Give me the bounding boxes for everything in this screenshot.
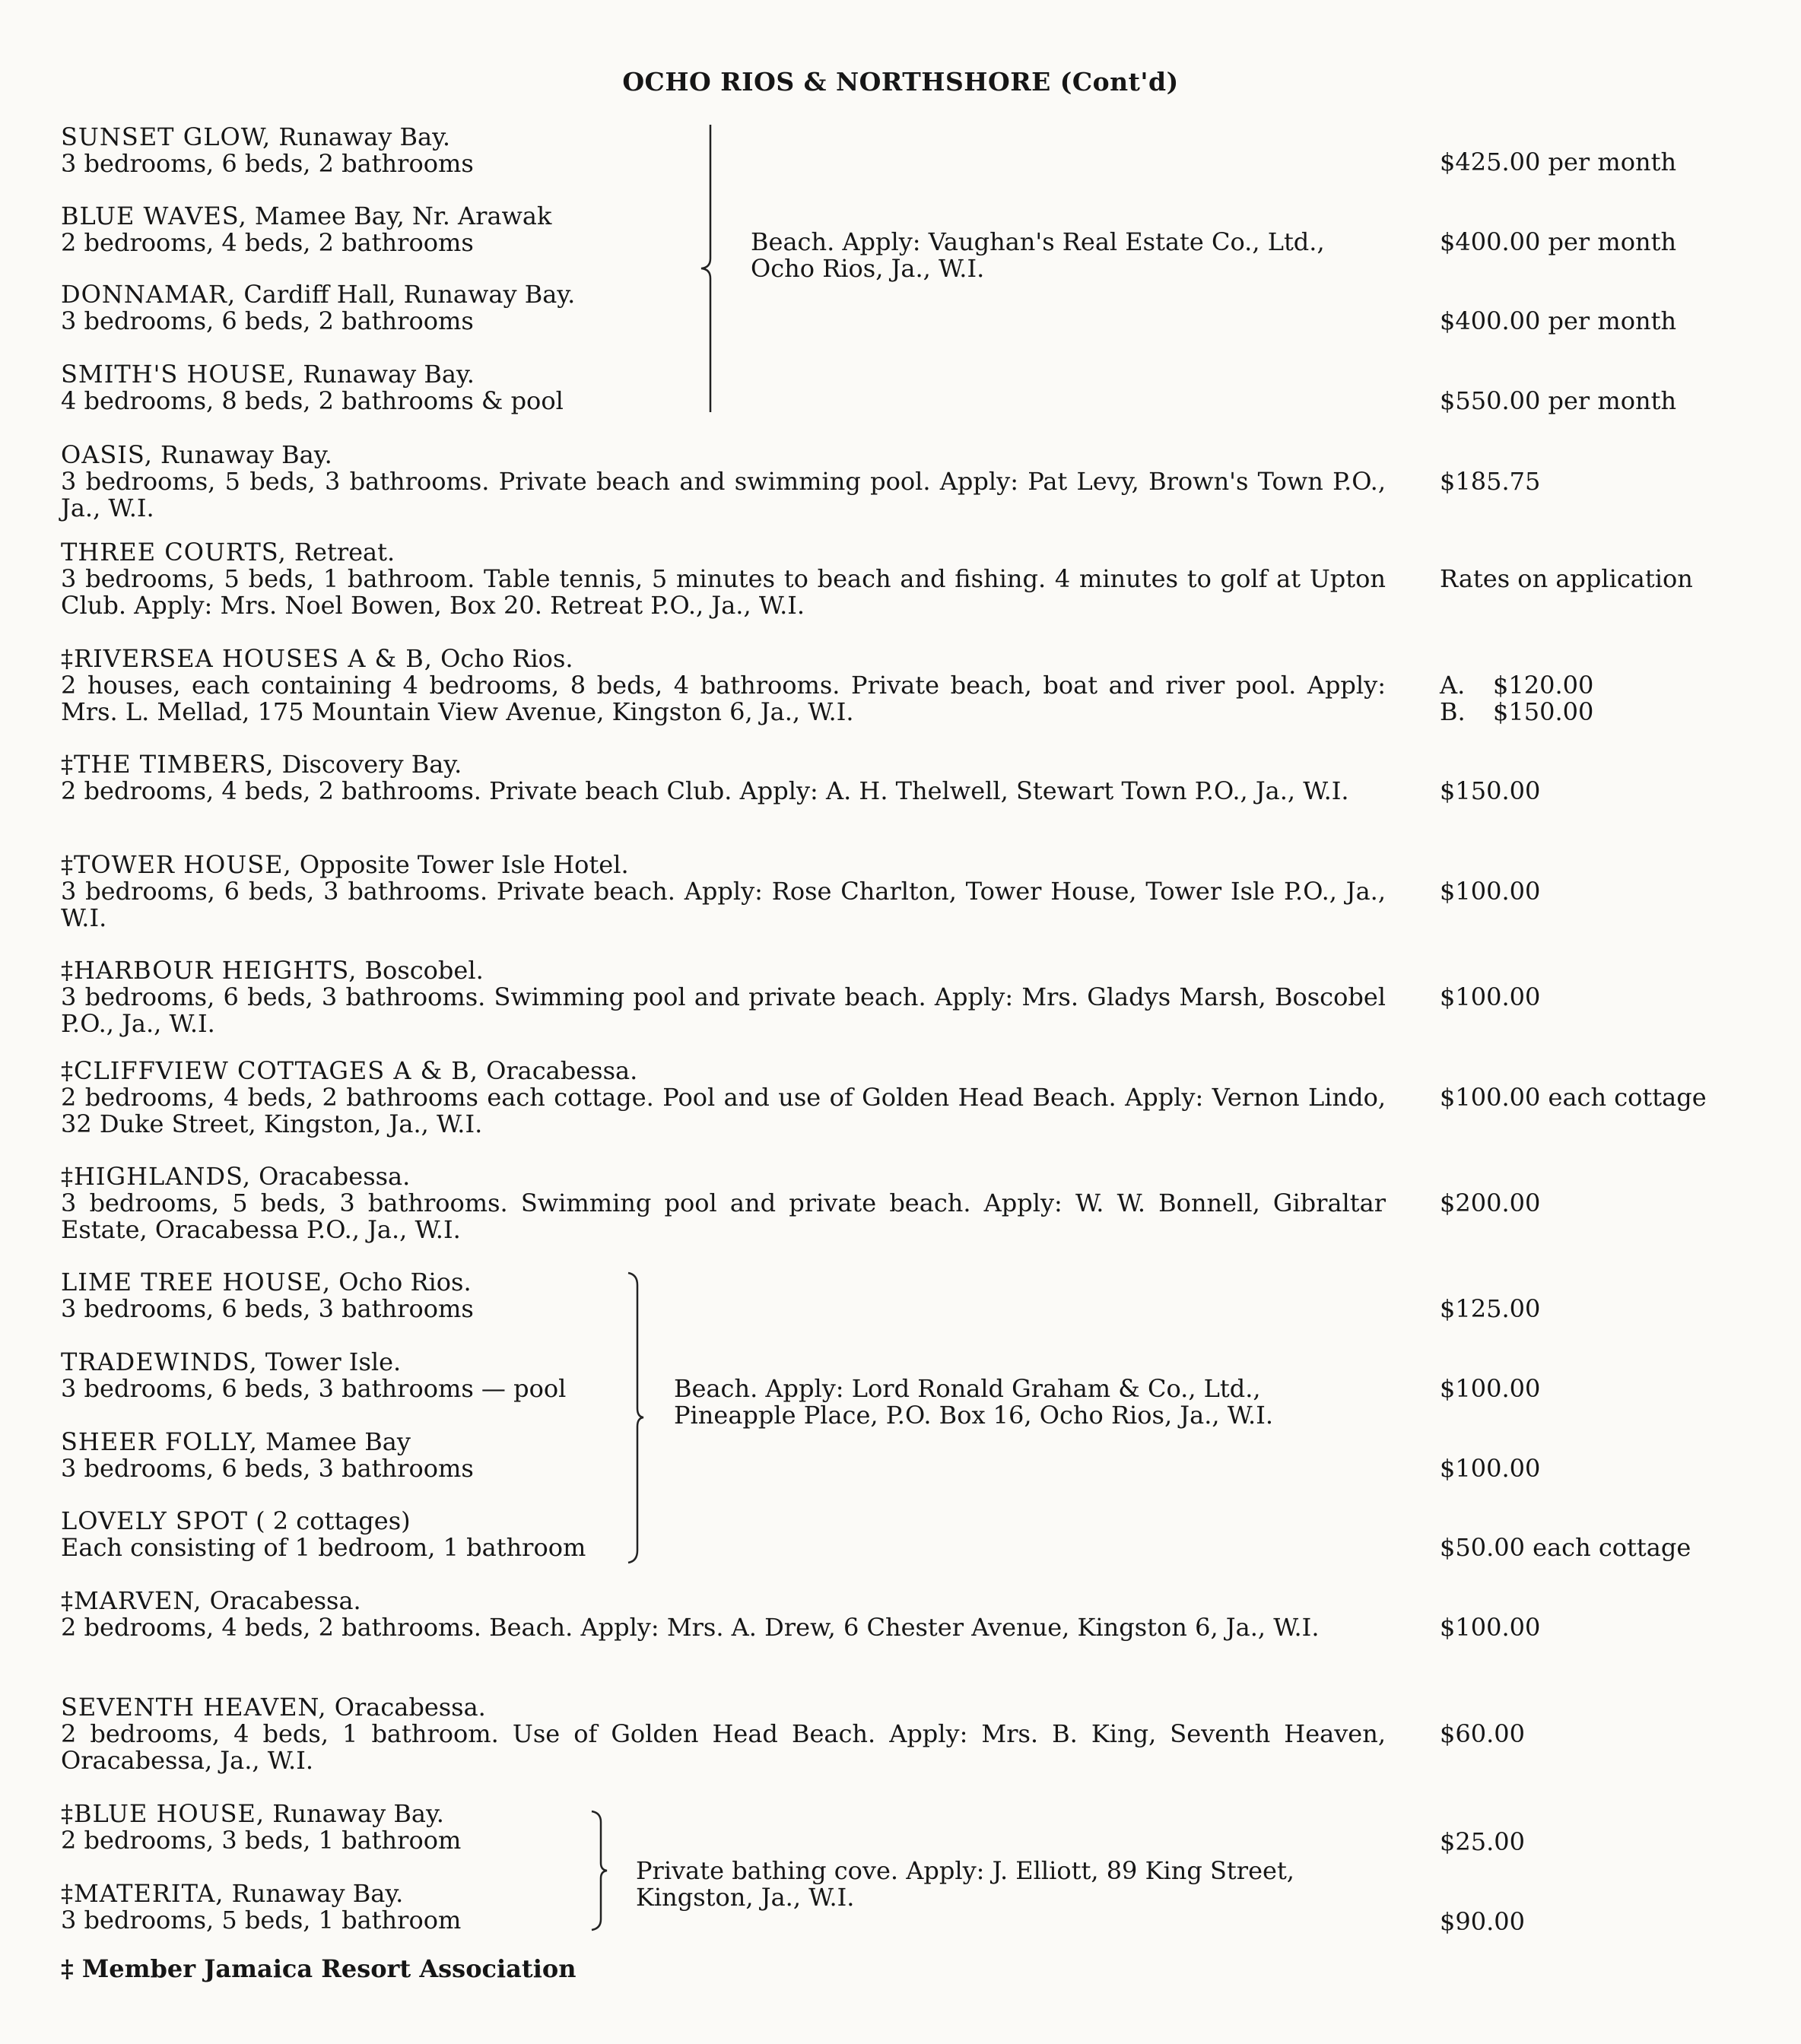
listing-name: SMITH'S HOUSE, [61,360,296,389]
listing-location: Oracabessa. [202,1586,361,1615]
listing-description: 2 bedrooms, 4 beds, 2 bathrooms. Private beach Club. Apply: A. H. Thelwell, Stewart Town P.O., Ja., W.I. [61,776,1349,805]
listing-description: 3 bedrooms, 5 beds, 3 bathrooms. Swimming pool and private beach. Apply: W. W. Bonnell, Gibraltar Estate, Oracabessa P.O., Ja., W.I. [61,1189,1386,1244]
listing-price: $400.00 per month [1440,306,1677,335]
listing-sheer-folly [61,1429,474,1482]
listing-riversea-houses [61,646,1386,725]
listing-description: 2 bedrooms, 4 beds, 1 bathroom. Use of Golden Head Beach. Apply: Mrs. B. King, Seventh Heaven, Oracabessa, Ja., W.I. [61,1719,1386,1775]
listing-location: Retreat. [286,538,395,567]
listing-description: 3 bedrooms, 6 beds, 2 bathrooms [61,149,474,178]
listing-name: ‡HARBOUR HEIGHTS, [61,956,357,985]
listing-price: $100.00 [1440,1454,1541,1483]
listing-name: TRADEWINDS, [61,1347,258,1376]
listing-marven [61,1588,1386,1641]
listing-the-timbers [61,751,1386,805]
group-agent-line: Pineapple Place, P.O. Box 16, Ocho Rios, Ja., W.I. [674,1401,1273,1430]
listing-price: $200.00 [1440,1189,1541,1217]
listing-description: 3 bedrooms, 6 beds, 2 bathrooms [61,306,474,335]
listing-location: Runaway Bay. [295,360,475,389]
listing-name: ‡CLIFFVIEW COTTAGES A & B, [61,1056,478,1085]
listing-location: Tower Isle. [257,1347,402,1376]
listing-name: OASIS, [61,440,153,469]
listing-materita [61,1881,461,1934]
listing-blue-house [61,1801,461,1854]
listing-location: Oracabessa. [478,1056,638,1085]
listing-price-a [1440,672,1593,699]
listing-price: Rates on application [1440,564,1693,593]
listing-oasis [61,442,1386,522]
listing-description: 3 bedrooms, 6 beds, 3 bathrooms. Private beach. Apply: Rose Charlton, Tower House, Tower Isle P.O., Ja., W.I. [61,877,1386,932]
listing-location: Runaway Bay. [271,122,451,151]
listing-name: SEVENTH HEAVEN, [61,1693,327,1722]
listing-description: 2 bedrooms, 3 beds, 1 bathroom [61,1826,462,1855]
group-agent-elliott [636,1858,1294,1911]
listing-location: Runaway Bay. [224,1879,404,1908]
listing-price: $125.00 [1440,1294,1541,1323]
listing-name: ‡THE TIMBERS, [61,750,275,779]
listing-location: Boscobel. [357,956,484,985]
listing-location: Ocho Rios. [432,644,573,673]
listing-name: DONNAMAR, [61,280,237,309]
listing-price: $100.00 [1440,982,1541,1011]
group-agent-line: Beach. Apply: Vaughan's Real Estate Co., Ltd., [751,227,1325,256]
price-label: B. [1440,697,1466,726]
footnote: ‡ Member Jamaica Resort Association [61,1954,577,1983]
group-agent-line: Kingston, Ja., W.I. [636,1883,855,1912]
group-agent-line: Ocho Rios, Ja., W.I. [751,254,985,283]
listing-location: Mamee Bay, Nr. Arawak [246,202,552,230]
listing-location: Runaway Bay. [152,440,332,469]
listing-price: $550.00 per month [1440,386,1677,415]
group-agent-line: Private bathing cove. Apply: J. Elliott, 89 King Street, [636,1856,1294,1885]
listing-name: ‡BLUE HOUSE, [61,1799,265,1828]
listing-description: 3 bedrooms, 5 beds, 3 bathrooms. Private beach and swimming pool. Apply: Pat Levy, Brown's Town P.O., Ja., W.I. [61,467,1386,522]
listing-description: 3 bedrooms, 6 beds, 3 bathrooms [61,1454,474,1483]
listing-sunset-glow [61,124,474,177]
listing-description: 3 bedrooms, 6 beds, 3 bathrooms [61,1294,474,1323]
listing-price: $25.00 [1440,1827,1525,1856]
listing-price: $100.00 [1440,877,1541,906]
listing-tower-house [61,852,1386,932]
listing-location: Cardiff Hall, Runaway Bay. [236,280,576,309]
price-label: A. [1440,671,1466,700]
listing-name: ‡TOWER HOUSE, [61,850,292,879]
listing-description: 4 bedrooms, 8 beds, 2 bathrooms & pool [61,386,564,415]
listing-price: $90.00 [1440,1907,1525,1936]
listing-description: 3 bedrooms, 5 beds, 1 bathroom [61,1906,462,1934]
listing-description: 2 bedrooms, 4 beds, 2 bathrooms. Beach. Apply: Mrs. A. Drew, 6 Chester Avenue, Kingston 6, Ja., W.I. [61,1613,1320,1642]
listing-smiths-house [61,361,564,414]
listing-donnamar [61,281,575,335]
listing-price: $150.00 [1440,776,1541,805]
group-agent-line: Beach. Apply: Lord Ronald Graham & Co., Ltd., [674,1374,1261,1403]
listing-price: $60.00 [1440,1719,1525,1748]
listing-price-b [1440,699,1593,725]
listing-price: $185.75 [1440,467,1541,496]
listing-name: ‡RIVERSEA HOUSES A & B, [61,644,433,673]
listing-name: ‡HIGHLANDS, [61,1162,251,1191]
listing-description: 2 bedrooms, 4 beds, 2 bathrooms each cottage. Pool and use of Golden Head Beach. Apply: Vernon Lindo, 32 Duke Street, Kingston, Ja., W.I. [61,1083,1386,1138]
listing-highlands [61,1163,1386,1243]
listing-seventh-heaven [61,1694,1386,1774]
price-value: $120.00 [1493,671,1594,700]
listing-location: Runaway Bay. [265,1799,444,1828]
listing-name: LIME TREE HOUSE, [61,1268,332,1297]
page-title: OCHO RIOS & NORTHSHORE (Cont'd) [622,67,1179,97]
listing-lime-tree-house [61,1269,474,1322]
listing-price: $100.00 [1440,1374,1541,1403]
price-value: $150.00 [1493,697,1594,726]
group-agent-vaughan [751,229,1325,282]
listing-description: 3 bedrooms, 5 beds, 1 bathroom. Table tennis, 5 minutes to beach and fishing. 4 minutes to golf at Upton Club. Apply: Mrs. Noel Bowen, Box 20. Retreat P.O., Ja., W.I. [61,564,1386,620]
listing-name: SUNSET GLOW, [61,122,272,151]
listing-blue-waves [61,203,551,256]
listing-price: $400.00 per month [1440,227,1677,256]
listing-lovely-spot [61,1508,586,1561]
group-brace [622,1271,645,1564]
listing-name: THREE COURTS, [61,538,287,567]
listing-description: 2 houses, each containing 4 bedrooms, 8 beds, 4 bathrooms. Private beach, boat and river pool. Apply: Mrs. L. Mellad, 175 Mountain View Avenue, Kingston 6, Ja., W.I. [61,671,1386,726]
group-agent-graham [674,1376,1273,1429]
listing-name: BLUE WAVES, [61,202,247,230]
listing-name: SHEER FOLLY, [61,1427,258,1456]
listing-price: $100.00 [1440,1613,1541,1642]
listing-price: $425.00 per month [1440,148,1677,176]
listing-location: Opposite Tower Isle Hotel. [291,850,629,879]
listing-location: ( 2 cottages) [247,1506,411,1535]
listing-description: 2 bedrooms, 4 beds, 2 bathrooms [61,228,474,257]
listing-location: Oracabessa. [250,1162,411,1191]
listing-price: $100.00 each cottage [1440,1083,1707,1112]
listing-cliffview-cottages [61,1058,1386,1138]
listing-name: LOVELY SPOT [61,1506,248,1535]
listing-tradewinds [61,1349,566,1402]
listing-name: ‡MARVEN, [61,1586,202,1615]
listing-description: 3 bedrooms, 6 beds, 3 bathrooms. Swimming pool and private beach. Apply: Mrs. Gladys Marsh, Boscobel P.O., Ja., W.I. [61,982,1386,1038]
listing-price: $50.00 each cottage [1440,1533,1691,1562]
listing-description: Each consisting of 1 bedroom, 1 bathroom [61,1533,586,1562]
listing-location: Oracabessa. [326,1693,486,1722]
listing-location: Mamee Bay [257,1427,411,1456]
listing-harbour-heights [61,957,1386,1037]
listing-three-courts [61,539,1386,619]
listing-name: ‡MATERITA, [61,1879,224,1908]
listing-description: 3 bedrooms, 6 beds, 3 bathrooms — pool [61,1374,567,1403]
listing-location: Ocho Rios. [331,1268,472,1297]
group-brace [697,123,719,414]
listing-location: Discovery Bay. [274,750,462,779]
group-brace [586,1810,608,1931]
